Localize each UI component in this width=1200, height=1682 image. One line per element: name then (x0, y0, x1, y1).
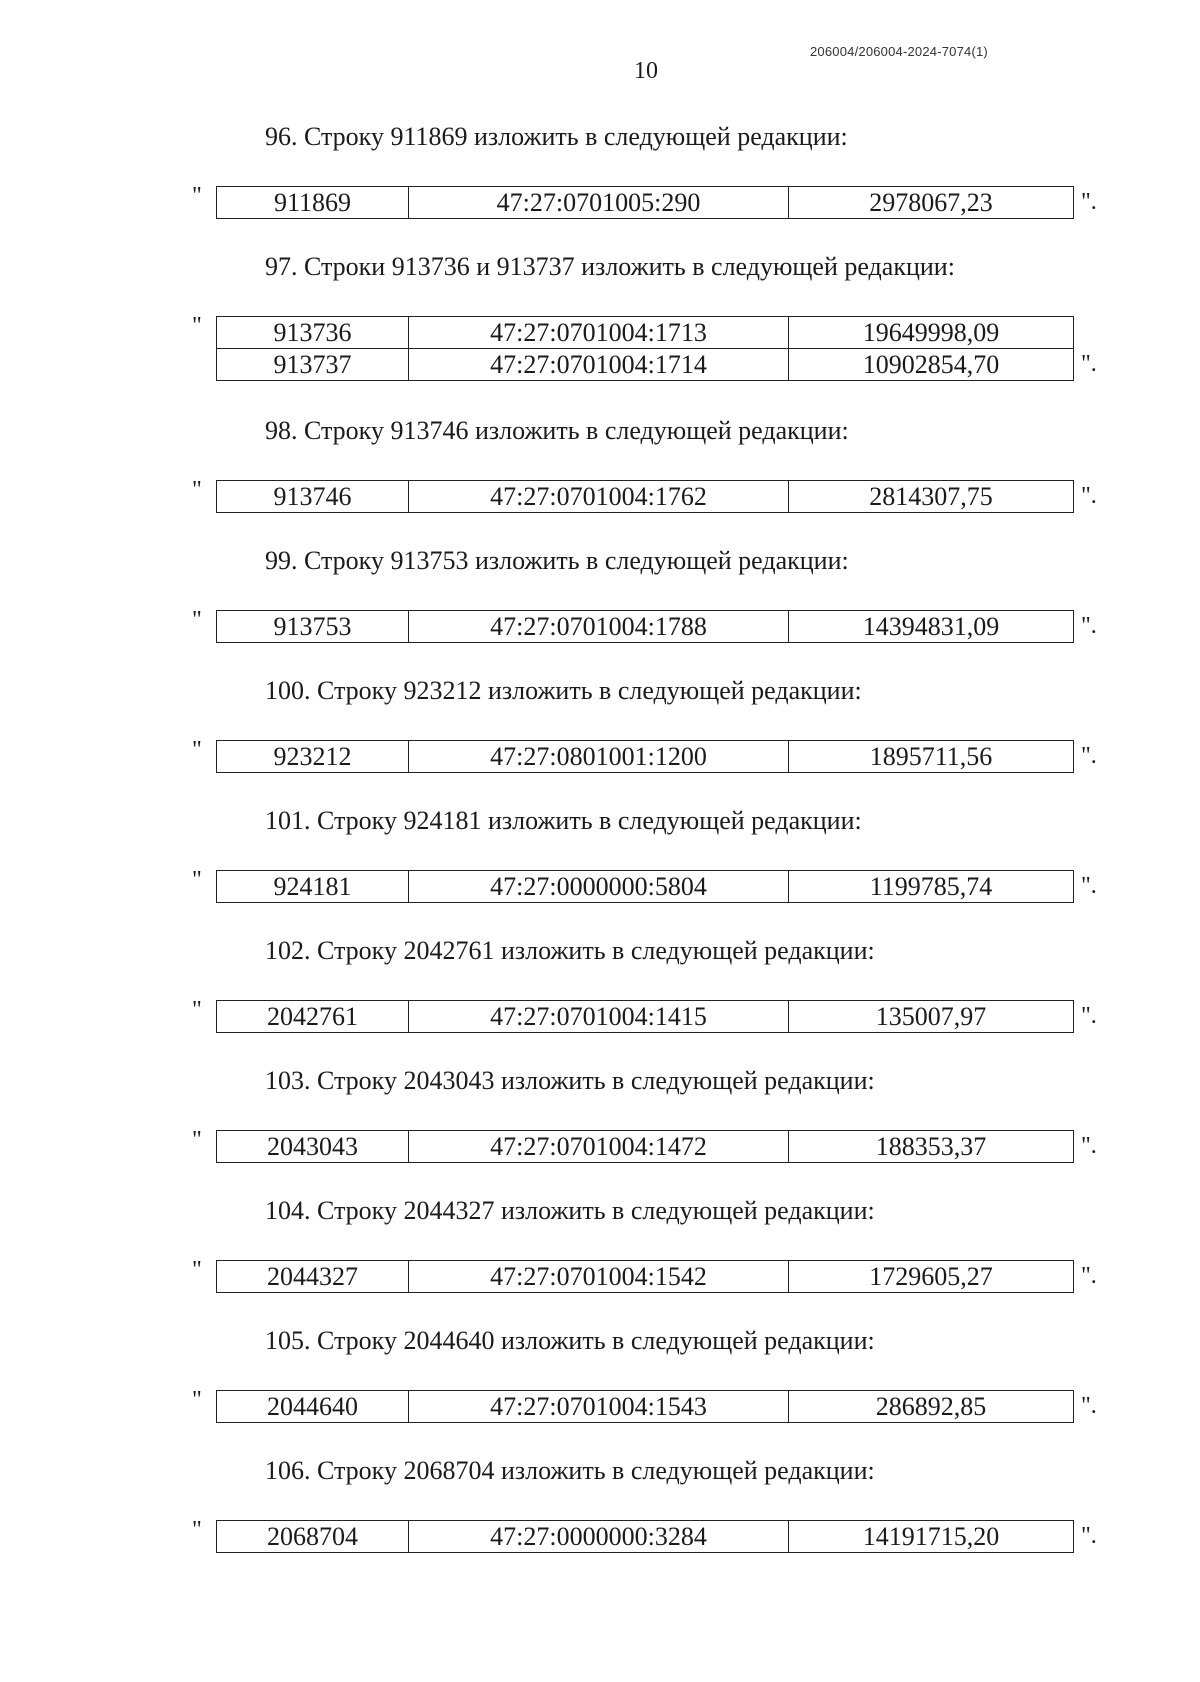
opening-quote: " (192, 477, 202, 503)
row-code-cell: 911869 (217, 187, 409, 219)
cadastral-number-cell: 47:27:0701004:1762 (409, 481, 789, 513)
amendment-table (216, 740, 1074, 773)
amendment-heading: 98. Строку 913746 изложить в следующей редакции: (265, 416, 849, 445)
value-cell: 286892,85 (789, 1391, 1074, 1423)
amendment-item (0, 670, 1200, 800)
table-row (217, 611, 1074, 643)
amendment-table (216, 1520, 1074, 1553)
cadastral-number-cell: 47:27:0701005:290 (409, 187, 789, 219)
cadastral-number-cell: 47:27:0701004:1714 (409, 349, 789, 381)
cadastral-number-cell: 47:27:0701004:1543 (409, 1391, 789, 1423)
amendment-item (0, 1320, 1200, 1450)
opening-quote: " (192, 313, 202, 339)
table-row (217, 1391, 1074, 1423)
amendment-table (216, 186, 1074, 219)
cadastral-number-cell: 47:27:0701004:1472 (409, 1131, 789, 1163)
amendment-heading: 101. Строку 924181 изложить в следующей редакции: (265, 806, 862, 835)
opening-quote: " (192, 183, 202, 209)
amendment-table (216, 610, 1074, 643)
row-code-cell: 2044640 (217, 1391, 409, 1423)
closing-quote: ". (1081, 483, 1097, 509)
amendment-item (0, 1450, 1200, 1580)
amendment-list (0, 116, 1200, 1580)
table-row (217, 1131, 1074, 1163)
amendment-item (0, 800, 1200, 930)
opening-quote: " (192, 607, 202, 633)
opening-quote: " (192, 1517, 202, 1543)
amendment-table (216, 480, 1074, 513)
amendment-table (216, 316, 1074, 381)
closing-quote: ". (1081, 1393, 1097, 1419)
row-code-cell: 2043043 (217, 1131, 409, 1163)
opening-quote: " (192, 867, 202, 893)
amendment-table (216, 1130, 1074, 1163)
table-row (217, 871, 1074, 903)
opening-quote: " (192, 1387, 202, 1413)
table-row (217, 481, 1074, 513)
amendment-heading: 96. Строку 911869 изложить в следующей редакции: (265, 122, 848, 151)
value-cell: 1895711,56 (789, 741, 1074, 773)
cadastral-number-cell: 47:27:0000000:5804 (409, 871, 789, 903)
amendment-item (0, 540, 1200, 670)
amendment-table (216, 1260, 1074, 1293)
value-cell: 1729605,27 (789, 1261, 1074, 1293)
value-cell: 188353,37 (789, 1131, 1074, 1163)
row-code-cell: 913736 (217, 317, 409, 349)
amendment-item (0, 1060, 1200, 1190)
amendment-item (0, 116, 1200, 246)
closing-quote: ". (1081, 1003, 1097, 1029)
amendment-item (0, 246, 1200, 410)
row-code-cell: 913746 (217, 481, 409, 513)
amendment-item (0, 410, 1200, 540)
opening-quote: " (192, 737, 202, 763)
table-row (217, 349, 1074, 381)
closing-quote: ". (1081, 873, 1097, 899)
row-code-cell: 2044327 (217, 1261, 409, 1293)
amendment-heading: 105. Строку 2044640 изложить в следующей редакции: (265, 1326, 875, 1355)
row-code-cell: 924181 (217, 871, 409, 903)
amendment-table (216, 870, 1074, 903)
opening-quote: " (192, 1127, 202, 1153)
cadastral-number-cell: 47:27:0701004:1788 (409, 611, 789, 643)
closing-quote: ". (1081, 613, 1097, 639)
table-row (217, 317, 1074, 349)
value-cell: 2814307,75 (789, 481, 1074, 513)
closing-quote: ". (1081, 1133, 1097, 1159)
amendment-item (0, 930, 1200, 1060)
row-code-cell: 2068704 (217, 1521, 409, 1553)
value-cell: 10902854,70 (789, 349, 1074, 381)
value-cell: 14191715,20 (789, 1521, 1074, 1553)
value-cell: 2978067,23 (789, 187, 1074, 219)
amendment-table (216, 1390, 1074, 1423)
closing-quote: ". (1081, 351, 1097, 377)
row-code-cell: 913737 (217, 349, 409, 381)
row-code-cell: 913753 (217, 611, 409, 643)
amendment-table (216, 1000, 1074, 1033)
cadastral-number-cell: 47:27:0701004:1415 (409, 1001, 789, 1033)
opening-quote: " (192, 997, 202, 1023)
cadastral-number-cell: 47:27:0000000:3284 (409, 1521, 789, 1553)
amendment-heading: 102. Строку 2042761 изложить в следующей редакции: (265, 936, 875, 965)
row-code-cell: 923212 (217, 741, 409, 773)
table-row (217, 1521, 1074, 1553)
amendment-heading: 99. Строку 913753 изложить в следующей редакции: (265, 546, 849, 575)
closing-quote: ". (1081, 743, 1097, 769)
value-cell: 14394831,09 (789, 611, 1074, 643)
amendment-heading: 100. Строку 923212 изложить в следующей редакции: (265, 676, 862, 705)
opening-quote: " (192, 1257, 202, 1283)
closing-quote: ". (1081, 1263, 1097, 1289)
page-number: 10 (634, 58, 658, 84)
table-row (217, 187, 1074, 219)
cadastral-number-cell: 47:27:0701004:1713 (409, 317, 789, 349)
table-row (217, 1261, 1074, 1293)
value-cell: 1199785,74 (789, 871, 1074, 903)
value-cell: 135007,97 (789, 1001, 1074, 1033)
document-id: 206004/206004-2024-7074(1) (810, 44, 988, 59)
amendment-item (0, 1190, 1200, 1320)
row-code-cell: 2042761 (217, 1001, 409, 1033)
closing-quote: ". (1081, 189, 1097, 215)
table-row (217, 741, 1074, 773)
amendment-heading: 106. Строку 2068704 изложить в следующей редакции: (265, 1456, 875, 1485)
value-cell: 19649998,09 (789, 317, 1074, 349)
amendment-heading: 97. Строки 913736 и 913737 изложить в следующей редакции: (265, 252, 955, 281)
table-row (217, 1001, 1074, 1033)
amendment-heading: 103. Строку 2043043 изложить в следующей редакции: (265, 1066, 875, 1095)
amendment-heading: 104. Строку 2044327 изложить в следующей редакции: (265, 1196, 875, 1225)
cadastral-number-cell: 47:27:0801001:1200 (409, 741, 789, 773)
cadastral-number-cell: 47:27:0701004:1542 (409, 1261, 789, 1293)
closing-quote: ". (1081, 1523, 1097, 1549)
